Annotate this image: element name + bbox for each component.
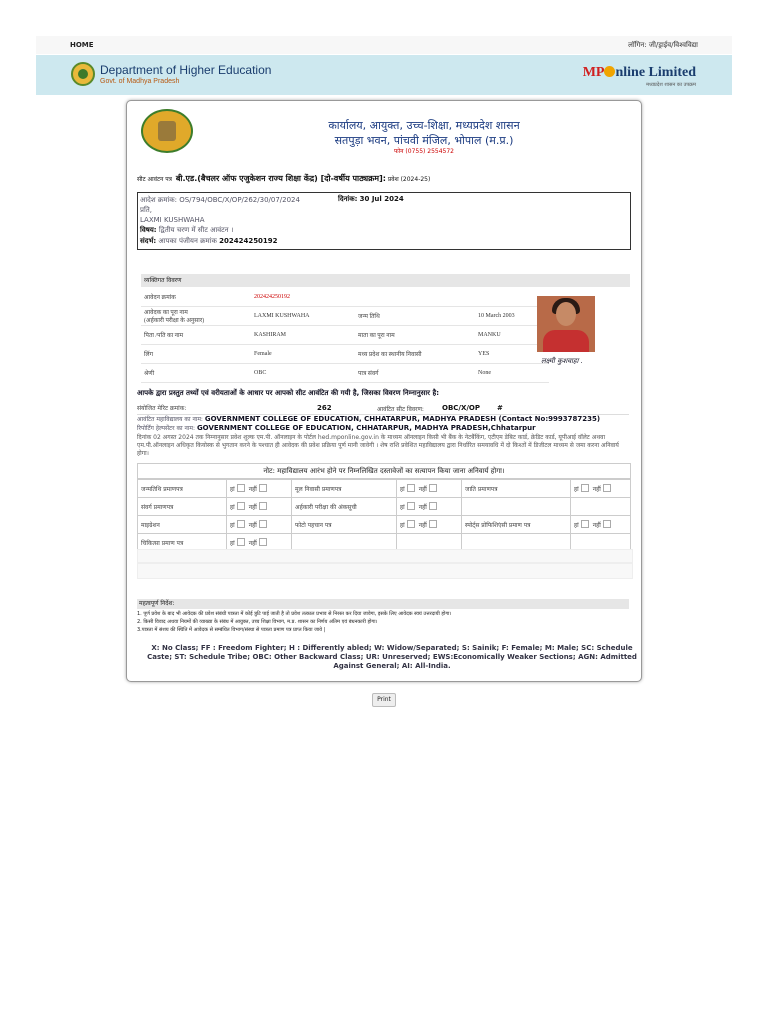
yes-checkbox[interactable] [237,538,245,546]
applicant-photo [537,296,595,352]
table-row: माइग्रेशन हां नहीं फोटो पहचान पत्र हां नहीं स्पोर्ट्स प्रोफिशिएंसी प्रमाण पत्र हां नहीं [138,516,631,534]
mponline-tagline: मध्यप्रदेश शासन का उपक्रम [646,82,696,88]
dept-title: Department of Higher Education [100,63,272,77]
office-address: सतपुड़ा भवन, पांचवी मंजिल, भोपाल (म.प्र.) [334,134,514,147]
table-row: जन्मतिथि प्रमाणपत्र हां नहीं मूल निवासी प्रमाणपत्र हां नहीं जाति प्रमाणपत्र हां नहीं [138,480,631,498]
personal-details-table [141,288,549,383]
header-banner [36,55,732,95]
table-row: श्रेणी OBC पात्र संवर्ग None [141,364,549,383]
merit-rank: 262 [317,404,332,412]
fee-instructions: दिनांक 02 अगस्त 2024 तक निम्नानुसार प्रवेश शुल्क एम.पी. ऑनलाइन के पोर्टल hed.mponline.gov.in के माध्यम ऑनलाइन किसी भी बैंक के नेटबैंकिंग, एटीएम डेबिट कार्ड, क्रेडिट कार्ड, यूपीआई वॉलेट अथवा एम.पी.ऑनलाइन अधिकृत कियोस्क से भुगतान करने के पश्चात ही आवेदक की प्रवेश प्रक्रिया पूर्ण मानी जावेगी । शेष राशि प्रवेशित महाविद्यालय द्वारा निर्धारित समयावधि में दो किश्तों में डिजीटल माध्यम से जमा करना अनिवार्य होगा। [137,434,619,457]
allotment-letter [126,100,642,682]
personal-details-heading: व्यक्तिगत विवरण [141,274,630,287]
home-link[interactable]: HOME [70,41,94,49]
table-row: पिता /पति का नाम KASHIRAM माता का पूरा नाम MANKU [141,326,549,345]
table-row: लिंग Female मध्य प्रदेश का स्थानीय निवासी YES [141,345,549,364]
order-number: आदेश क्रमांक: OS/794/OBC/X/OP/262/30/07/2024 [140,196,300,204]
order-subject: विषय: द्वितीय चरण में सीट आवंटन । [140,226,234,234]
login-info[interactable]: लॉगिन: जी/ड्राईव/विश्वविद्या [628,41,698,49]
yes-checkbox[interactable] [581,520,589,528]
table-row: आवेदन क्रमांक 202424250192 [141,288,549,307]
document-checklist [137,479,631,552]
table-row: चिकित्सा प्रमाण पत्र हां नहीं [138,534,631,552]
category-legend: X: No Class; FF : Freedom Fighter; H : Differently abled; W: Widow/Separated; S: Sainik; F: Female; M: Male; SC: Schedule Caste; ST: Schedule Tribe; OBC: Other Backward Class; UR: Unreserved; EWS:Economically Weaker Sections; AGN: Admitted Against General; AI: All-India. [147,644,637,670]
top-nav [36,36,732,54]
reporting-center: रिपोर्टिंग हेल्पसेंटर का नाम: GOVERNMENT COLLEGE OF EDUCATION, CHHATARPUR, MADHYA PRADESH,Chhatarpur [137,424,536,432]
no-checkbox[interactable] [259,502,267,510]
yes-checkbox[interactable] [407,520,415,528]
allotted-category: OBC/X/OP [442,404,481,412]
verification-note: नोट: महाविद्यालय आरंभ होने पर निम्नलिखित दस्तावेजों का सत्यापन किया जाना अनिवार्य होगा। [137,463,631,479]
no-checkbox[interactable] [259,484,267,492]
order-box [137,192,631,250]
mponline-logo: MP nline Limited [582,65,696,80]
yes-checkbox[interactable] [407,502,415,510]
no-checkbox[interactable] [429,520,437,528]
allocation-summary: संयोजित मेरिट क्रमांक: 262 आवंटित सीट विवरण: OBC/X/OP # [137,404,629,415]
spacer-row [137,563,633,579]
no-checkbox[interactable] [259,520,267,528]
dept-subtitle: Govt. of Madhya Pradesh [100,78,180,85]
mponline-dot-icon [604,66,615,77]
no-checkbox[interactable] [429,484,437,492]
applicant-signature: लक्ष्मी कुशवाहा . [541,357,583,365]
yes-checkbox[interactable] [237,484,245,492]
seat-allotment-line: सीट आवंटन पत्र बी.एड.(बैचलर ऑफ एजुकेशन राज्य शिक्षा केंद्र) [दो-वर्षीय पाठ्यक्रम]: प्रवेश (2024-25) [137,174,431,183]
mp-govt-emblem-icon [71,62,95,86]
instruction-item: 3.पात्रता में संशय की स्थिति में आवेदक से सम्बंधित विभाग/संस्था से पात्रता प्रमाण पत्र प्राप्त किया जाये | [137,627,326,633]
yes-checkbox[interactable] [237,502,245,510]
no-checkbox[interactable] [429,502,437,510]
spacer-row [137,549,633,563]
instruction-item: 2. किसी विवाद अथवा नियमों की व्याख्या के संबंध में आयुक्त, उच्च शिक्षा विभाग, म.प्र. शासन का निर्णय अंतिम एवं बंधनकारी होगा। [137,619,378,625]
yes-checkbox[interactable] [407,484,415,492]
yes-checkbox[interactable] [581,484,589,492]
table-row: आवेदक का पूरा नाम (अर्हकारी परीक्षा के अनुसार) LAXMI KUSHWAHA जन्म तिथि 10 March 2003 [141,307,549,326]
no-checkbox[interactable] [603,484,611,492]
yes-checkbox[interactable] [237,520,245,528]
order-reference: संदर्भ: आपका पंजीयन क्रमांक 202424250192 [140,237,278,245]
instruction-item: 1. पूर्ण प्रवेश के बाद भी आवेदक की प्रवेश संबंधी पात्रता में कोई त्रुटि पाई जाती है तो प्रवेश तत्काल प्रभाव से निरस्त कर दिया जावेगा, इसके लिए आवेदक स्वयं उत्तरदायी होगा। [137,611,452,617]
table-row: संवर्ग प्रमाणपत्र हां नहीं अर्हकारी परीक्षा की अंकसूची हां नहीं [138,498,631,516]
order-name: LAXMI KUSHWAHA [140,216,205,224]
order-date: दिनांक: 30 Jul 2024 [338,195,404,203]
no-checkbox[interactable] [259,538,267,546]
office-title: कार्यालय, आयुक्त, उच्च-शिक्षा, मध्यप्रदेश शासन [328,119,520,132]
order-to: प्रति, [140,206,153,214]
allotted-college: आवंटित महाविद्यालय का नाम: GOVERNMENT COLLEGE OF EDUCATION, CHHATARPUR, MADHYA PRADESH (Contact No:9993787235) [137,415,601,423]
office-phone: फोन (0755) 2554572 [394,148,454,155]
print-button[interactable]: Print [372,693,396,707]
instructions-heading: महत्वपूर्ण निर्देश: [137,599,629,609]
no-checkbox[interactable] [603,520,611,528]
allocation-heading: आपके द्वारा प्रस्तुत तथ्यों एवं वरीयताओं के आधार पर आपको सीट आवंटित की गयी है, जिसका विवरण निम्नानुसार है: [137,389,439,397]
